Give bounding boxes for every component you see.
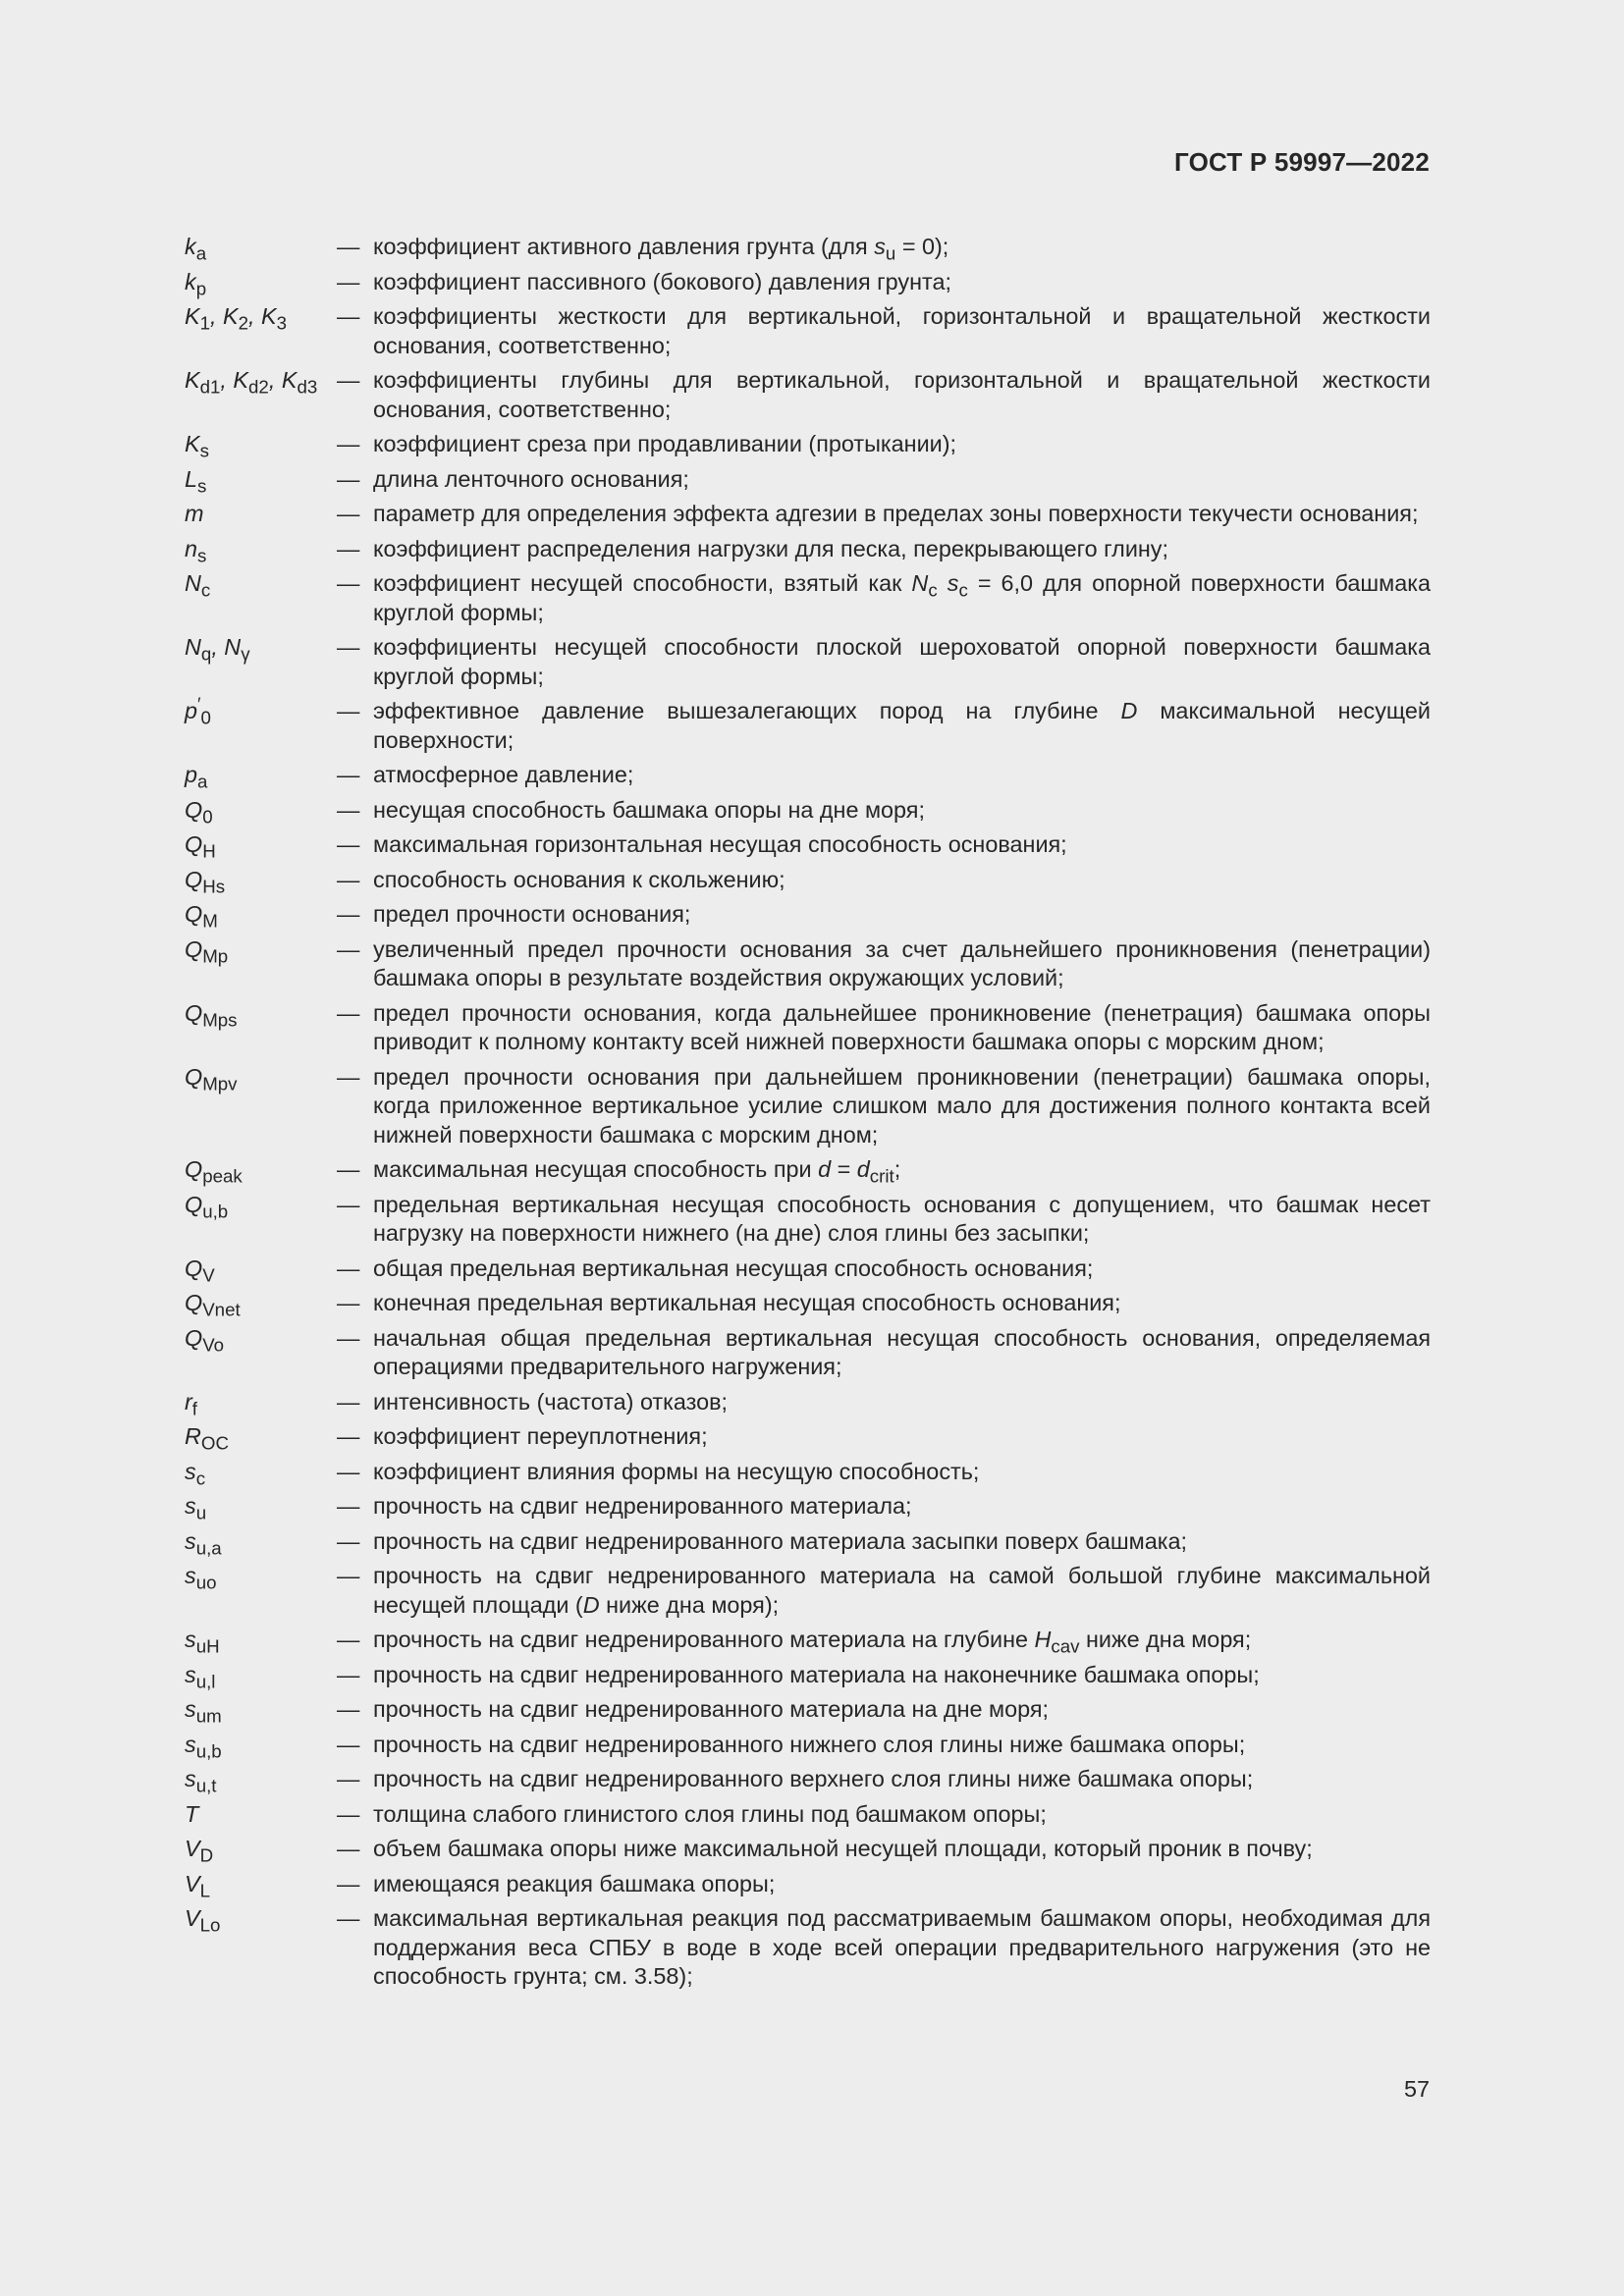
definition-dash: — (337, 1156, 360, 1182)
definition-dash: — (337, 1731, 360, 1757)
definition-text: предельная вертикальная несущая способность основания с допущением, что башмак несет нагрузку на поверхности нижнего (на дне) слоя глины без засыпки; (373, 1191, 1431, 1246)
definition-text: длина ленточного основания; (373, 465, 689, 492)
definition-dash: — (337, 535, 360, 561)
definition-row (185, 1626, 1431, 1655)
definition-row (185, 1255, 1431, 1284)
definition-dash: — (337, 935, 360, 962)
definition-row (185, 935, 1431, 993)
document-header: ГОСТ Р 59997—2022 (1174, 147, 1430, 177)
definition-row (185, 1562, 1431, 1620)
definition-symbol: $s_{uH}$ (185, 1627, 220, 1657)
definition-dash: — (337, 1324, 360, 1351)
definition-symbol: $N_q$, $N_\gamma$ (185, 634, 250, 665)
definition-symbol: $k_a$ (185, 234, 207, 264)
definition-text: коэффициент активного давления грунта (для $s_u = 0$); (373, 234, 949, 264)
definition-dash: — (337, 1458, 360, 1484)
definition-symbol: $Q_0$ (185, 796, 213, 828)
definition-row (185, 1458, 1431, 1487)
definition-row (185, 465, 1431, 495)
definition-symbol: $p_a$ (185, 762, 208, 792)
definition-dash: — (337, 367, 360, 393)
definition-text: прочность на сдвиг недренированного материала на глубине $H_{cav}$ ниже дна моря; (373, 1627, 1252, 1657)
definition-dash: — (337, 303, 360, 329)
definition-text: общая предельная вертикальная несущая способность основания; (373, 1255, 1094, 1281)
definition-row (185, 1765, 1431, 1794)
definition-symbol: $Q_V$ (185, 1255, 215, 1286)
definition-dash: — (337, 866, 360, 892)
definition-row (185, 999, 1431, 1057)
definition-symbol: $p'_0$ (185, 693, 211, 728)
definition-text: прочность на сдвиг недренированного верхнего слоя глины ниже башмака опоры; (373, 1766, 1254, 1791)
definition-text: прочность на сдвиг недренированного материала; (373, 1493, 912, 1519)
definition-dash: — (337, 762, 360, 787)
definition-symbol: $Q_{peak}$ (185, 1156, 243, 1187)
definition-dash: — (337, 796, 360, 823)
definition-row (185, 1835, 1431, 1864)
definition-text: максимальная горизонтальная несущая способность основания; (373, 831, 1067, 857)
definition-row (185, 1800, 1431, 1830)
definition-text: атмосферное давление; (373, 762, 634, 787)
definition-dash: — (337, 501, 360, 526)
definition-dash: — (337, 1423, 360, 1449)
definition-text: увеличенный предел прочности основания за счет дальнейшего проникновения (пенетрации) башмака опоры в результате воздействия окружающих условий; (373, 935, 1431, 990)
definition-dash: — (337, 1696, 360, 1722)
definition-symbol: $V_D$ (185, 1836, 214, 1866)
definition-symbol: $Q_{Vo}$ (185, 1324, 225, 1356)
definition-dash: — (337, 1255, 360, 1281)
definition-text: коэффициенты глубины для вертикальной, горизонтальной и вращательной жесткости основания, соответственно; (373, 367, 1431, 422)
definition-text: коэффициенты жесткости для вертикальной, горизонтальной и вращательной жесткости основания, соответственно; (373, 303, 1431, 358)
definition-row (185, 1388, 1431, 1417)
definition-dash: — (337, 268, 360, 294)
definition-dash: — (337, 465, 360, 492)
definition-dash: — (337, 570, 360, 596)
definitions-list (185, 233, 1431, 1998)
definition-row (185, 430, 1431, 459)
definition-text: коэффициент переуплотнения; (373, 1423, 708, 1449)
definition-symbol: $s_{um}$ (185, 1696, 222, 1727)
definition-row (185, 900, 1431, 930)
definition-dash: — (337, 1388, 360, 1415)
definition-dash: — (337, 698, 360, 723)
definition-text: предел прочности основания; (373, 901, 691, 927)
definition-dash: — (337, 1870, 360, 1896)
definition-symbol: $L_s$ (185, 465, 207, 497)
definition-dash: — (337, 1191, 360, 1217)
definition-symbol: $Q_M$ (185, 901, 218, 932)
definition-dash: — (337, 831, 360, 857)
definition-row (185, 866, 1431, 895)
definition-dash: — (337, 1766, 360, 1791)
definition-text: предел прочности основания, когда дальнейшее проникновение (пенетрация) башмака опоры приводит к полному контакту всей нижней поверхности башмака опоры с морским дном; (373, 999, 1431, 1054)
definition-text: коэффициенты несущей способности плоской шероховатой опорной поверхности башмака круглой формы; (373, 634, 1431, 689)
definition-row (185, 633, 1431, 691)
definition-row (185, 1422, 1431, 1452)
definition-text: параметр для определения эффекта адгезии в пределах зоны поверхности текучести основания; (373, 501, 1419, 526)
definition-dash: — (337, 1563, 360, 1588)
definition-text: начальная общая предельная вертикальная несущая способность основания, определяемая операциями предварительного нагружения; (373, 1324, 1431, 1379)
definition-symbol: $K_{d1}$, $K_{d2}$, $K_{d3}$ (185, 367, 318, 398)
definition-dash: — (337, 1836, 360, 1861)
definition-row (185, 1695, 1431, 1725)
definition-dash: — (337, 1063, 360, 1090)
definition-symbol: $K_s$ (185, 431, 209, 461)
definition-symbol: $V_{Lo}$ (185, 1905, 221, 1936)
definition-symbol: T (185, 1800, 199, 1827)
definition-row (185, 366, 1431, 424)
definition-symbol: $s_c$ (185, 1458, 206, 1489)
definition-row (185, 1904, 1431, 1992)
definition-dash: — (337, 901, 360, 927)
definition-row (185, 1870, 1431, 1899)
page-number: 57 (1403, 2076, 1430, 2102)
definition-symbol: $s_{u,b}$ (185, 1731, 222, 1762)
definition-symbol: $r_f$ (185, 1388, 197, 1419)
definition-symbol: m (185, 501, 204, 526)
definition-dash: — (337, 1627, 360, 1652)
definition-symbol: $Q_H$ (185, 831, 216, 862)
definition-text: прочность на сдвиг недренированного материала засыпки поверх башмака; (373, 1527, 1188, 1554)
definition-row (185, 1527, 1431, 1557)
definition-symbol: $R_{OC}$ (185, 1423, 229, 1454)
definition-row (185, 569, 1431, 627)
definition-symbol: $Q_{u,b}$ (185, 1191, 229, 1222)
definition-symbol: $Q_{Mp}$ (185, 935, 229, 967)
definition-row (185, 1063, 1431, 1150)
definition-row (185, 535, 1431, 564)
definition-dash: — (337, 999, 360, 1026)
definition-symbol: $Q_{Vnet}$ (185, 1290, 241, 1320)
definition-row (185, 302, 1431, 360)
definition-text: способность основания к скольжению; (373, 866, 785, 892)
definition-row (185, 796, 1431, 826)
definition-symbol: $N_c$ (185, 570, 211, 601)
definition-symbol: $K_1$, $K_2$, $K_3$ (185, 303, 288, 334)
definition-text: толщина слабого глинистого слоя глины под башмаком опоры; (373, 1800, 1047, 1827)
definition-symbol: $k_p$ (185, 268, 207, 299)
definition-text: максимальная несущая способность при $d = d_{crit}$; (373, 1156, 901, 1187)
definition-text: коэффициент распределения нагрузки для песка, перекрывающего глину; (373, 535, 1168, 561)
definition-text: прочность на сдвиг недренированного материала на самой большой глубине максимальной несущей площади (D ниже дна моря); (373, 1563, 1431, 1618)
definition-dash: — (337, 1290, 360, 1315)
definition-row (185, 1191, 1431, 1249)
definition-symbol: $V_L$ (185, 1870, 211, 1901)
definition-dash: — (337, 1800, 360, 1827)
definition-dash: — (337, 634, 360, 660)
definition-symbol: $n_s$ (185, 535, 207, 566)
definition-text: прочность на сдвиг недренированного материала на дне моря; (373, 1696, 1050, 1722)
definition-text: конечная предельная вертикальная несущая способность основания; (373, 1290, 1121, 1315)
definition-text: коэффициент влияния формы на несущую способность; (373, 1458, 980, 1484)
definition-dash: — (337, 1493, 360, 1519)
definition-text: прочность на сдвиг недренированного нижнего слоя глины ниже башмака опоры; (373, 1731, 1246, 1757)
definition-row (185, 500, 1431, 529)
definition-row (185, 1731, 1431, 1760)
definition-text: коэффициент несущей способности, взятый как $N_c$ $s_c = 6,0$ для опорной поверхности башмака круглой формы; (373, 570, 1432, 625)
definition-symbol: $s_{u,a}$ (185, 1527, 222, 1559)
definition-text: эффективное давление вышезалегающих пород на глубине D максимальной несущей поверхности; (373, 698, 1431, 753)
definition-symbol: $s_{u,l}$ (185, 1661, 216, 1692)
definition-dash: — (337, 1527, 360, 1554)
definition-symbol: $s_u$ (185, 1493, 207, 1523)
definition-row (185, 268, 1431, 297)
definition-dash: — (337, 234, 360, 259)
definition-row (185, 1289, 1431, 1318)
definition-symbol: $Q_{Mpv}$ (185, 1063, 238, 1095)
definition-row (185, 830, 1431, 860)
definition-row (185, 1155, 1431, 1185)
definition-text: коэффициент пассивного (бокового) давления грунта; (373, 268, 951, 294)
definition-row (185, 233, 1431, 262)
definition-text: максимальная вертикальная реакция под рассматриваемым башмаком опоры, необходимая для поддержания веса СПБУ в воде в ходе всей операции предварительного нагружения (это не способность грунта; см. 3.58); (373, 1905, 1431, 1989)
definition-row (185, 693, 1431, 755)
definition-text: объем башмака опоры ниже максимальной несущей площади, который проник в почву; (373, 1836, 1313, 1861)
definition-dash: — (337, 1661, 360, 1687)
definition-text: предел прочности основания при дальнейшем проникновении (пенетрации) башмака опоры, когда приложенное вертикальное усилие слишком мало для достижения полного контакта всей нижней поверхности башмака с морским дном; (373, 1063, 1431, 1148)
definition-symbol: $Q_{Mps}$ (185, 999, 238, 1031)
definition-text: коэффициент среза при продавливании (протыкании); (373, 431, 956, 456)
definition-symbol: $s_{uo}$ (185, 1563, 217, 1593)
definition-symbol: $s_{u,t}$ (185, 1766, 217, 1796)
definition-row (185, 1324, 1431, 1382)
definition-symbol: $Q_{Hs}$ (185, 866, 226, 897)
definition-text: прочность на сдвиг недренированного материала на наконечнике башмака опоры; (373, 1661, 1260, 1687)
definition-text: имеющаяся реакция башмака опоры; (373, 1870, 776, 1896)
definition-text: несущая способность башмака опоры на дне моря; (373, 796, 925, 823)
definition-text: интенсивность (частота) отказов; (373, 1388, 729, 1415)
definition-dash: — (337, 431, 360, 456)
definition-row (185, 1492, 1431, 1522)
definition-dash: — (337, 1905, 360, 1931)
definition-row (185, 761, 1431, 790)
definition-row (185, 1661, 1431, 1690)
